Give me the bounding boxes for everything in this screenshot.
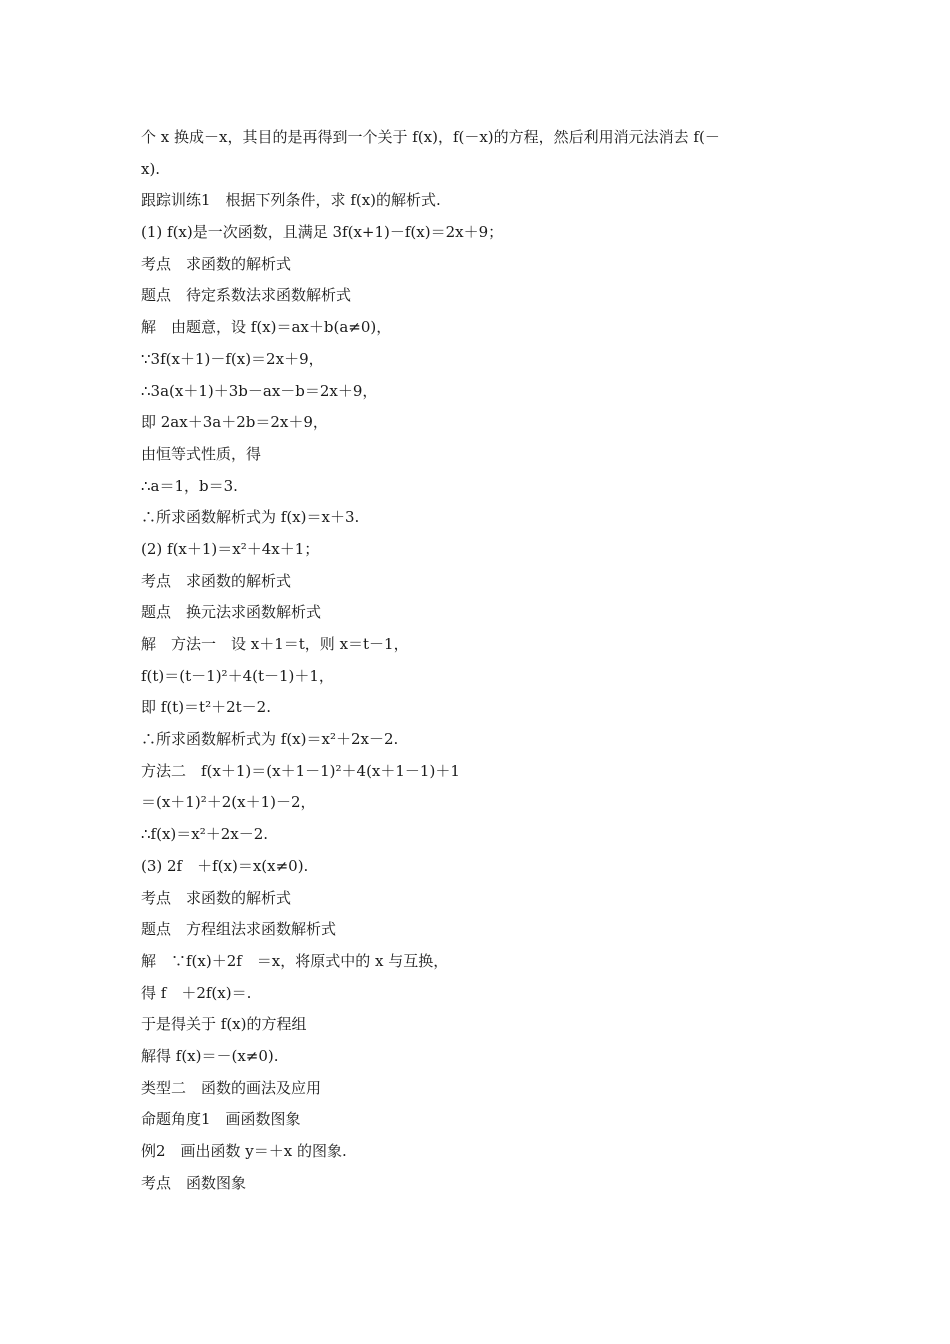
topic-label: 考点 求函数的解析式 <box>141 254 292 273</box>
solution-line: ∵3f(x＋1)－f(x)＝2x＋9， <box>141 349 324 368</box>
text-line: x). <box>141 159 161 178</box>
section-heading: 跟踪训练1 根据下列条件，求 f(x)的解析式. <box>141 191 441 210</box>
solution-line: ∴所求函数解析式为 f(x)＝x＋3. <box>141 508 360 527</box>
solution-line: f(t)＝(t－1)²＋4(t－1)＋1， <box>141 666 334 685</box>
solution-line: ∴a＝1，b＝3. <box>141 476 238 495</box>
subsection-heading: 命题角度1 画函数图象 <box>141 1110 301 1129</box>
topic-label: 考点 求函数的解析式 <box>141 888 292 907</box>
solution-line: ∴3a(x＋1)＋3b－ax－b＝2x＋9， <box>141 381 378 400</box>
solution-line: 方法二 f(x＋1)＝(x＋1－1)²＋4(x＋1－1)＋1 <box>141 761 460 780</box>
solution-line: 于是得关于 f(x)的方程组 <box>141 1015 307 1034</box>
problem-part-2: (2) f(x＋1)＝x²＋4x＋1； <box>141 539 320 558</box>
solution-line: ＝(x＋1)²＋2(x＋1)－2， <box>141 793 316 812</box>
text-line: 个 x 换成－x，其目的是再得到一个关于 f(x)，f(－x)的方程，然后利用消元法消去 f(－ <box>141 128 720 146</box>
solution-line: 解 由题意，设 f(x)＝ax＋b(a≠0)， <box>141 318 392 337</box>
topic-label: 考点 函数图象 <box>141 1173 247 1192</box>
subtopic-label: 题点 待定系数法求函数解析式 <box>141 286 352 305</box>
solution-line: 得 f ＋2f(x)＝. <box>141 983 252 1002</box>
solution-line: 由恒等式性质，得 <box>141 444 262 463</box>
section-heading: 类型二 函数的画法及应用 <box>141 1078 322 1097</box>
solution-line: 解得 f(x)＝－(x≠0). <box>141 1046 279 1065</box>
solution-line: 即 f(t)＝t²＋2t－2. <box>141 698 271 717</box>
document-body <box>141 122 821 1199</box>
problem-part-1: (1) f(x)是一次函数，且满足 3f(x+1)－f(x)＝2x＋9； <box>141 223 504 242</box>
solution-line: 即 2ax＋3a＋2b＝2x＋9， <box>141 413 328 432</box>
example-heading: 例2 画出函数 y＝＋x 的图象. <box>141 1142 347 1160</box>
solution-line: ∴所求函数解析式为 f(x)＝x²＋2x－2. <box>141 730 399 749</box>
solution-line: ∴f(x)＝x²＋2x－2. <box>141 825 269 844</box>
problem-part-3: (3) 2f ＋f(x)＝x(x≠0). <box>141 856 309 875</box>
solution-line: 解 方法一 设 x＋1＝t，则 x＝t－1， <box>141 635 409 653</box>
topic-label: 考点 求函数的解析式 <box>141 571 292 590</box>
subtopic-label: 题点 方程组法求函数解析式 <box>141 920 337 939</box>
subtopic-label: 题点 换元法求函数解析式 <box>141 603 322 622</box>
solution-line: 解 ∵f(x)＋2f ＝x，将原式中的 x 与互换， <box>141 951 449 970</box>
